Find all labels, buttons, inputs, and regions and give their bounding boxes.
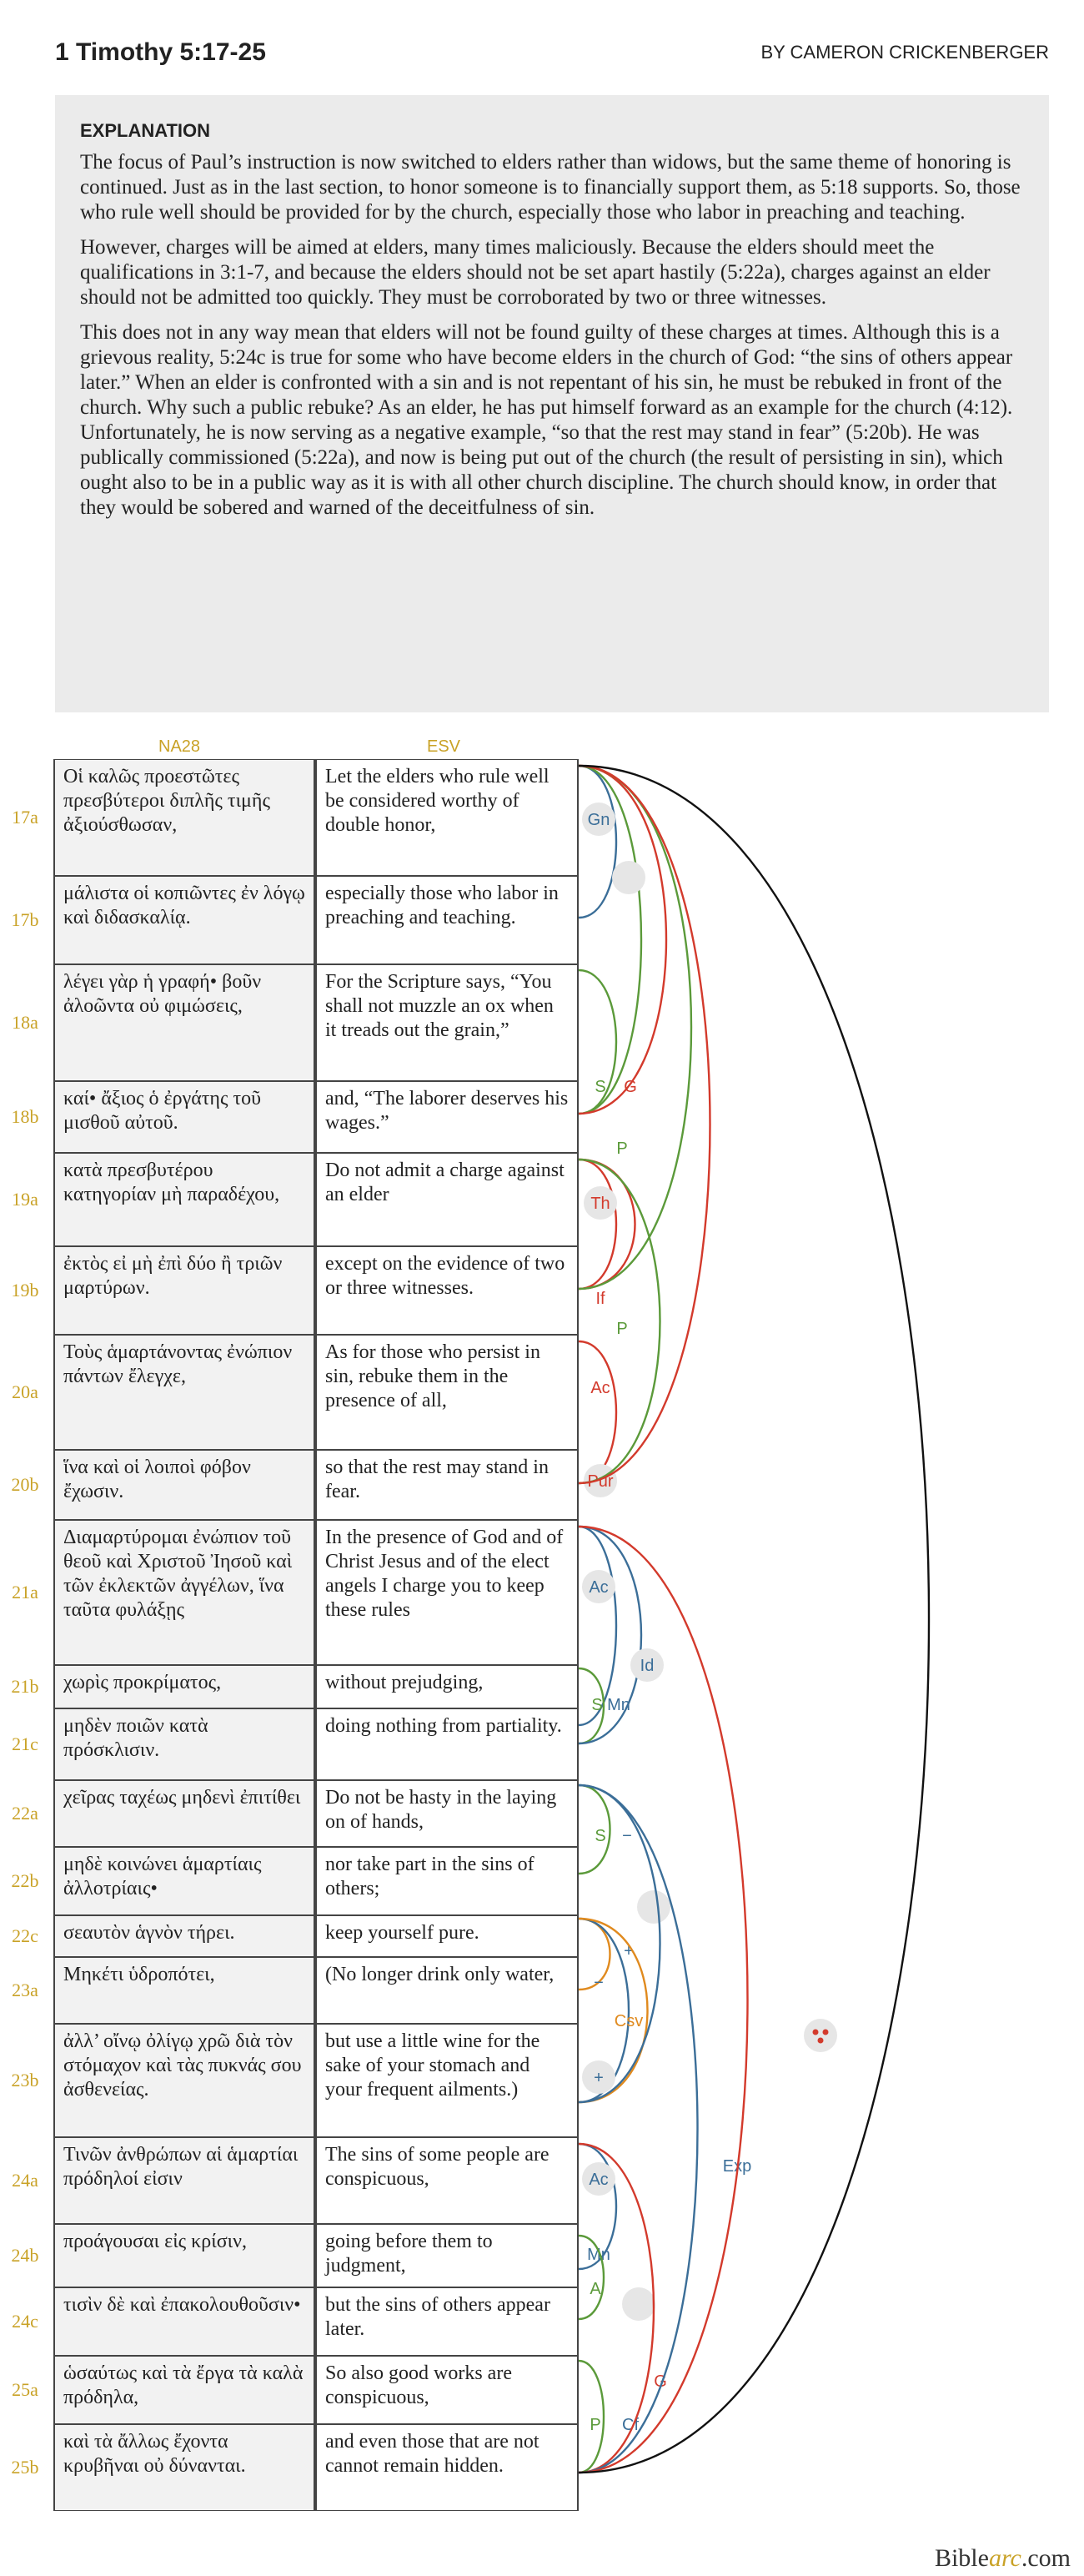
verse-row bbox=[0, 2024, 584, 2137]
esv-text: As for those who persist in sin, rebuke them in the presence of all, bbox=[315, 1335, 579, 1450]
ellipsis-dot bbox=[823, 2030, 829, 2035]
arc-diagram bbox=[579, 751, 1046, 2540]
verse-row bbox=[0, 759, 584, 876]
verse-row bbox=[0, 1246, 584, 1335]
relation-label: If bbox=[595, 1290, 605, 1308]
relation-label: Cf bbox=[622, 2416, 639, 2434]
esv-text: so that the rest may stand in fear. bbox=[315, 1450, 579, 1520]
brand-arc: arc bbox=[988, 2544, 1021, 2572]
greek-text: Τινῶν ἀνθρώπων αἱ ἁμαρτίαι πρόδηλοί εἰσιν bbox=[53, 2137, 315, 2224]
arc bbox=[579, 1160, 616, 1289]
explanation-paragraph: However, charges will be aimed at elders, many times maliciously. Because the elders should meet the qualifications in 3:1-7, and because the elders should not be set apart hastily (5:22a), charges against an elder should not be admitted too quickly. They must be corroborated by two or three witnesses. bbox=[80, 236, 991, 309]
esv-text: and, “The laborer deserves his wages.” bbox=[315, 1081, 579, 1153]
verse-ref: 20a bbox=[12, 1381, 38, 1402]
greek-column-header: NA28 bbox=[158, 737, 201, 756]
relation-label: G bbox=[624, 1078, 637, 1096]
verse-ref: 19b bbox=[11, 1280, 39, 1301]
site-brand[interactable] bbox=[935, 2544, 1071, 2573]
esv-text: without prejudging, bbox=[315, 1665, 579, 1708]
esv-text: keep yourself pure. bbox=[315, 1915, 579, 1957]
relation-label: Ac bbox=[590, 1379, 610, 1397]
greek-text: ἵνα καὶ οἱ λοιποὶ φόβον ἔχωσιν. bbox=[53, 1450, 315, 1520]
relation-label: A bbox=[590, 2280, 601, 2298]
greek-text: μηδὲν ποιῶν κατὰ πρόσκλισιν. bbox=[53, 1708, 315, 1780]
verse-row bbox=[0, 2224, 584, 2287]
greek-text: χωρὶς προκρίματος, bbox=[53, 1665, 315, 1708]
verse-ref: 24a bbox=[12, 2170, 38, 2191]
ellipsis-dot bbox=[818, 2038, 824, 2044]
relation-label: + bbox=[594, 2069, 604, 2087]
verse-ref: 23b bbox=[11, 2070, 39, 2090]
greek-text: χεῖρας ταχέως μηδενὶ ἐπιτίθει bbox=[53, 1780, 315, 1847]
arc bbox=[579, 1785, 698, 2473]
esv-text: doing nothing from partiality. bbox=[315, 1708, 579, 1780]
arc bbox=[579, 1785, 660, 2102]
verse-row bbox=[0, 1957, 584, 2024]
explanation-box bbox=[55, 95, 1049, 712]
brand-main: Bible bbox=[934, 2544, 989, 2572]
verse-ref: 22c bbox=[12, 1925, 38, 1946]
verse-ref: 19a bbox=[12, 1189, 38, 1210]
explanation-heading: EXPLANATION bbox=[80, 120, 211, 141]
greek-text: μηδὲ κοινώνει ἁμαρτίαις ἀλλοτρίαις• bbox=[53, 1847, 315, 1915]
verse-row bbox=[0, 2287, 584, 2356]
relation-label: Mn bbox=[607, 1696, 630, 1714]
esv-text: (No longer drink only water, bbox=[315, 1957, 579, 2024]
verse-row bbox=[0, 1847, 584, 1915]
relation-label: G bbox=[654, 2372, 667, 2391]
verse-ref: 23a bbox=[12, 1980, 38, 2000]
esv-text: So also good works are conspicuous, bbox=[315, 2356, 579, 2424]
relation-label: P bbox=[616, 1140, 628, 1158]
esv-text: Do not admit a charge against an elder bbox=[315, 1153, 579, 1246]
relation-label: Ac bbox=[589, 2171, 609, 2189]
esv-text: but the sins of others appear later. bbox=[315, 2287, 579, 2356]
verse-ref: 22b bbox=[11, 1870, 39, 1891]
ellipsis-dot bbox=[813, 2030, 819, 2035]
greek-text: καὶ τὰ ἄλλως ἔχοντα κρυβῆναι οὐ δύνανται. bbox=[53, 2424, 315, 2511]
verse-row bbox=[0, 1520, 584, 1665]
relation-label: P bbox=[616, 1320, 628, 1338]
greek-text: Διαμαρτύρομαι ἐνώπιον τοῦ θεοῦ καὶ Χριστοῦ Ἰησοῦ καὶ τῶν ἐκλεκτῶν ἀγγέλων, ἵνα ταῦτα φυλάξῃς bbox=[53, 1520, 315, 1665]
verse-ref: 18b bbox=[11, 1106, 39, 1127]
relation-label: Id bbox=[640, 1657, 655, 1675]
empty-bubble bbox=[804, 2019, 837, 2052]
greek-text: προάγουσαι εἰς κρίσιν, bbox=[53, 2224, 315, 2287]
verse-ref: 17a bbox=[12, 807, 38, 828]
verse-row bbox=[0, 964, 584, 1081]
verse-row bbox=[0, 2356, 584, 2424]
verse-ref: 22a bbox=[12, 1803, 38, 1824]
verse-ref: 20b bbox=[11, 1474, 39, 1495]
greek-text: Οἱ καλῶς προεστῶτες πρεσβύτεροι διπλῆς τιμῆς ἀξιούσθωσαν, bbox=[53, 759, 315, 876]
verse-row bbox=[0, 1665, 584, 1708]
verse-ref: 24b bbox=[11, 2245, 39, 2266]
empty-bubble bbox=[612, 861, 645, 894]
relation-label: Gn bbox=[587, 811, 610, 829]
esv-text: but use a little wine for the sake of your stomach and your frequent ailments.) bbox=[315, 2024, 579, 2137]
greek-text: μάλιστα οἱ κοπιῶντες ἐν λόγῳ καὶ διδασκαλίᾳ. bbox=[53, 876, 315, 964]
verse-ref: 25b bbox=[11, 2457, 39, 2478]
relation-label: Pur bbox=[587, 1472, 614, 1491]
esv-text: For the Scripture says, “You shall not muzzle an ox when it treads out the grain,” bbox=[315, 964, 579, 1081]
greek-text: κατὰ πρεσβυτέρου κατηγορίαν μὴ παραδέχου, bbox=[53, 1153, 315, 1246]
verse-row bbox=[0, 1915, 584, 1957]
esv-text: Let the elders who rule well be considered worthy of double honor, bbox=[315, 759, 579, 876]
esv-text: especially those who labor in preaching and teaching. bbox=[315, 876, 579, 964]
esv-text: and even those that are not cannot remain hidden. bbox=[315, 2424, 579, 2511]
verse-ref: 17b bbox=[11, 909, 39, 930]
relation-label: − bbox=[622, 1827, 632, 1845]
esv-text: Do not be hasty in the laying on of hands, bbox=[315, 1780, 579, 1847]
verse-row bbox=[0, 876, 584, 964]
relation-label: Exp bbox=[722, 2157, 752, 2176]
esv-column-header: ESV bbox=[427, 737, 461, 756]
greek-text: τισὶν δὲ καὶ ἐπακολουθοῦσιν• bbox=[53, 2287, 315, 2356]
outer-arc bbox=[579, 766, 929, 2473]
verse-row bbox=[0, 2424, 584, 2511]
verse-row bbox=[0, 1708, 584, 1780]
relation-label: − bbox=[594, 1974, 604, 1992]
greek-text: ὡσαύτως καὶ τὰ ἔργα τὰ καλὰ πρόδηλα, bbox=[53, 2356, 315, 2424]
greek-text: σεαυτὸν ἁγνὸν τήρει. bbox=[53, 1915, 315, 1957]
verse-row bbox=[0, 1780, 584, 1847]
relation-label: S bbox=[595, 1827, 606, 1845]
esv-text: nor take part in the sins of others; bbox=[315, 1847, 579, 1915]
verse-row bbox=[0, 1081, 584, 1153]
explanation-paragraph: The focus of Paul’s instruction is now switched to elders rather than widows, but the same theme of honoring is continued. Just as in the last section, to honor someone is to financially support them, as 5:18 supports. So, those who rule well should be provided for by the church, especially those who labor in preaching and teaching. bbox=[80, 151, 1021, 224]
explanation-paragraph: This does not in any way mean that elders will not be found guilty of these charges at times. Although this is a grievous reality, 5:24c is true for some who have become elders in the church of God: “the sins of others appear later.” When an elder is confronted with a sin and is not repentant of his sin, he must be rebuked in front of the church. Why such a public rebuke? As an elder, he has put himself forward as an example for the church (4:12). Unfortunately, he is now serving as a negative example, “so that the rest may stand in fear” (5:20b). He was publically commissioned (5:22a), and now is being put out of the church (the result of persisting in sin), which ought also to be in a public way as it is with all other church discipline. The church should know, in order that they would be sobered and warned of the deceitfulness of sin. bbox=[80, 321, 1013, 519]
verse-row bbox=[0, 1153, 584, 1246]
esv-text: In the presence of God and of Christ Jesus and of the elect angels I charge you to keep these rules bbox=[315, 1520, 579, 1665]
page-title: 1 Timothy 5:17-25 bbox=[55, 38, 266, 66]
verse-row bbox=[0, 1335, 584, 1450]
verse-ref: 21b bbox=[11, 1676, 39, 1697]
esv-text: The sins of some people are conspicuous, bbox=[315, 2137, 579, 2224]
relation-label: Csv bbox=[614, 2012, 644, 2030]
greek-text: ἐκτὸς εἰ μὴ ἐπὶ δύο ἢ τριῶν μαρτύρων. bbox=[53, 1246, 315, 1335]
relation-label: S bbox=[595, 1078, 606, 1096]
greek-text: Τοὺς ἁμαρτάνοντας ἐνώπιον πάντων ἔλεγχε, bbox=[53, 1335, 315, 1450]
esv-text: going before them to judgment, bbox=[315, 2224, 579, 2287]
author-byline: BY CAMERON CRICKENBERGER bbox=[760, 42, 1049, 63]
verse-ref: 24c bbox=[12, 2311, 38, 2332]
relation-label: + bbox=[624, 1942, 634, 1960]
esv-text: except on the evidence of two or three witnesses. bbox=[315, 1246, 579, 1335]
brand-tld: .com bbox=[1021, 2544, 1071, 2572]
greek-text: καί• ἄξιος ὁ ἐργάτης τοῦ μισθοῦ αὐτοῦ. bbox=[53, 1081, 315, 1153]
verse-row bbox=[0, 1450, 584, 1520]
verse-ref: 21a bbox=[12, 1582, 38, 1602]
relation-label: Ac bbox=[589, 1578, 609, 1597]
verse-row bbox=[0, 2137, 584, 2224]
relation-label: Mn bbox=[587, 2246, 610, 2264]
verse-ref: 21c bbox=[12, 1733, 38, 1754]
relation-label: Th bbox=[590, 1195, 610, 1213]
greek-text: Μηκέτι ὑδροπότει, bbox=[53, 1957, 315, 2024]
verse-ref: 18a bbox=[12, 1012, 38, 1033]
relation-label: P bbox=[590, 2416, 601, 2434]
arc bbox=[579, 1341, 616, 1483]
empty-bubble bbox=[622, 2287, 655, 2321]
relation-label: S bbox=[591, 1696, 603, 1714]
verse-ref: 25a bbox=[12, 2379, 38, 2400]
greek-text: ἀλλ’ οἴνῳ ὀλίγῳ χρῶ διὰ τὸν στόμαχον καὶ τὰς πυκνάς σου ἀσθενείας. bbox=[53, 2024, 315, 2137]
greek-text: λέγει γὰρ ἡ γραφή• βοῦν ἀλοῶντα οὐ φιμώσεις, bbox=[53, 964, 315, 1081]
empty-bubble bbox=[637, 1890, 670, 1924]
